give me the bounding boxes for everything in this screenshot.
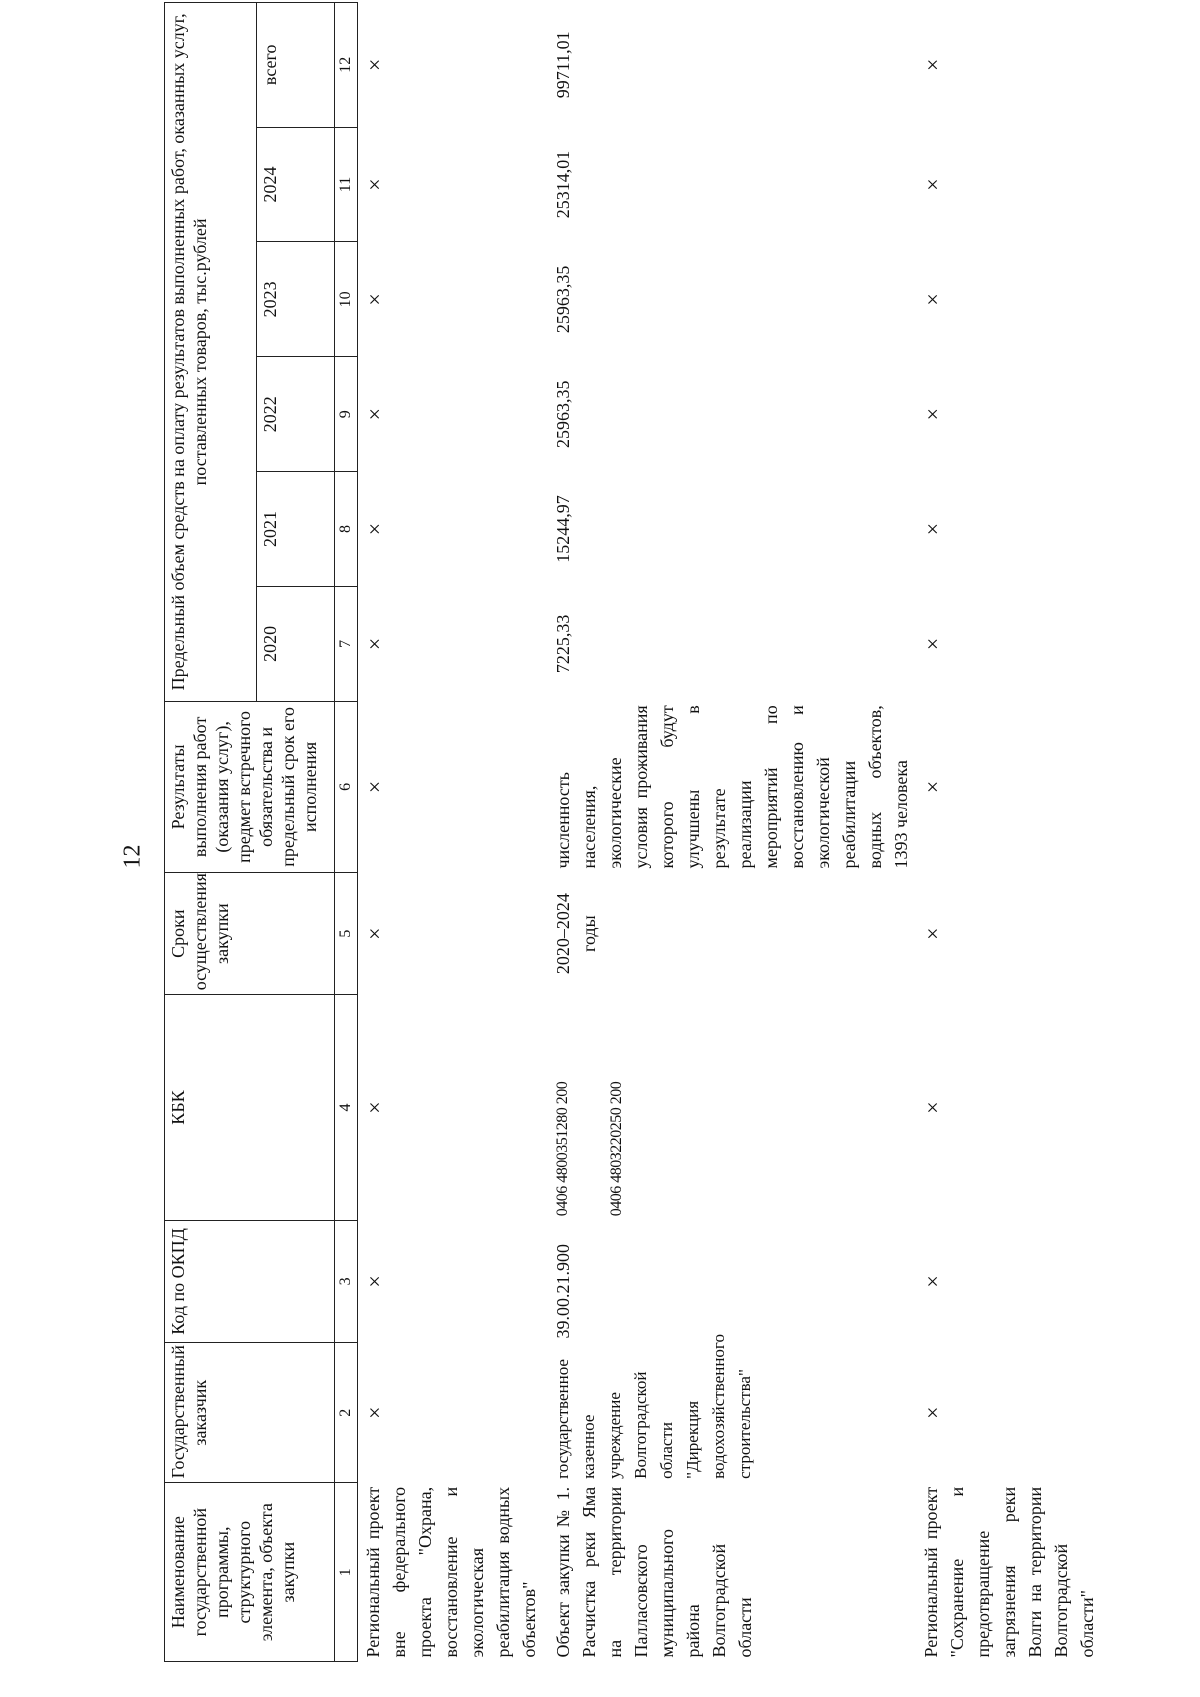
header-year: 2021 xyxy=(257,472,335,587)
column-number: 2 xyxy=(335,1343,358,1483)
row-term: 2020–2024 годы xyxy=(552,893,599,975)
row-value: × xyxy=(362,522,387,536)
row-okpd: 39.00.21.900 xyxy=(552,1244,573,1339)
header-okpd: Код по ОКПД xyxy=(165,1220,335,1342)
row-kbk xyxy=(916,995,1102,1220)
kbk-code: 0406 480З220250 200 xyxy=(607,1081,625,1217)
table-row xyxy=(358,3,548,1662)
row-value: × xyxy=(362,58,387,71)
kbk-code: × xyxy=(919,1101,945,1114)
row-customer: государственное казенное учреждение Волгоградской области "Дирекция водохозяйственного строительства" xyxy=(552,1334,754,1479)
row-value: 99711,01 xyxy=(552,31,573,99)
header-kbk: КБК xyxy=(165,995,335,1220)
row-name: Объект закупки № 1. Расчистка реки Яма на территории Палласовского муниципального района Волгоградской области xyxy=(552,1486,755,1658)
row-result: × xyxy=(362,780,387,794)
header-customer: Государственный заказчик xyxy=(165,1343,335,1483)
header-results: Результаты выполнения работ (оказания услуг), предмет встречного обязательства и предельный срок его исполнения xyxy=(165,701,335,872)
column-number: 10 xyxy=(335,242,358,357)
row-name: Региональный проект "Сохранение и предотвращение загрязнения реки Волги на территории Волгоградской области" xyxy=(920,1486,1097,1658)
column-number: 8 xyxy=(335,472,358,587)
header-total: всего xyxy=(257,3,335,128)
row-value: × xyxy=(919,293,945,306)
row-result: численность населения, экологические условия проживания которого будут улучшены в результате реализации мероприятий по восстановлению и экологической реабилитации водных объектов, 1393 человека xyxy=(552,705,911,869)
row-value: × xyxy=(919,637,945,651)
row-value: 7225,33 xyxy=(552,614,573,674)
row-kbk xyxy=(548,995,916,1220)
row-customer: × xyxy=(919,1406,945,1419)
row-value: 25963,35 xyxy=(552,265,573,334)
column-number: 5 xyxy=(335,873,358,995)
row-value: 15244,97 xyxy=(552,495,573,563)
row-value: × xyxy=(919,522,945,536)
column-number: 11 xyxy=(335,127,358,242)
header-year: 2022 xyxy=(257,357,335,472)
header-funding-group: Предельный объем средств на оплату результатов выполненных работ, оказанных услуг, поставленных товаров, тыс.рублей xyxy=(165,3,257,702)
header-term: Сроки осуществления закупки xyxy=(165,873,335,995)
row-value: × xyxy=(362,293,387,306)
header-year: 2024 xyxy=(257,127,335,242)
row-value: 25963,35 xyxy=(552,380,573,448)
kbk-code: × xyxy=(362,1101,387,1114)
row-customer: × xyxy=(362,1406,387,1419)
row-result: × xyxy=(919,780,945,794)
table-row xyxy=(916,3,1102,1662)
row-value: × xyxy=(919,58,945,71)
row-value: 25314,01 xyxy=(552,150,573,219)
column-number: 1 xyxy=(335,1483,358,1662)
column-number: 6 xyxy=(335,701,358,872)
kbk-code: 0406 4800351280 200 xyxy=(553,1081,571,1217)
column-number: 12 xyxy=(335,3,358,128)
procurement-table xyxy=(164,2,1102,1662)
table-row xyxy=(548,3,916,1662)
row-okpd: × xyxy=(919,1275,945,1288)
row-value: × xyxy=(362,407,387,421)
row-name: Региональный проект вне федерального проекта "Охрана, восстановление и экологическая реабилитация водных объектов" xyxy=(363,1486,539,1658)
row-term: × xyxy=(362,927,387,940)
column-number: 3 xyxy=(335,1220,358,1342)
column-number: 7 xyxy=(335,586,358,701)
row-value: × xyxy=(919,178,945,191)
rotated-table-container xyxy=(164,2,1200,1662)
header-year: 2023 xyxy=(257,242,335,357)
row-kbk xyxy=(358,995,548,1220)
column-number: 9 xyxy=(335,357,358,472)
column-number: 4 xyxy=(335,995,358,1220)
row-value: × xyxy=(362,178,387,191)
row-value: × xyxy=(919,407,945,421)
header-program-name: Наименование государственной программы, структурного элемента, объекта закупки xyxy=(165,1483,335,1662)
header-year: 2020 xyxy=(257,586,335,701)
page-number: 12 xyxy=(119,844,146,869)
row-term: × xyxy=(919,927,945,940)
row-okpd: × xyxy=(362,1275,387,1288)
row-value: × xyxy=(362,637,387,651)
